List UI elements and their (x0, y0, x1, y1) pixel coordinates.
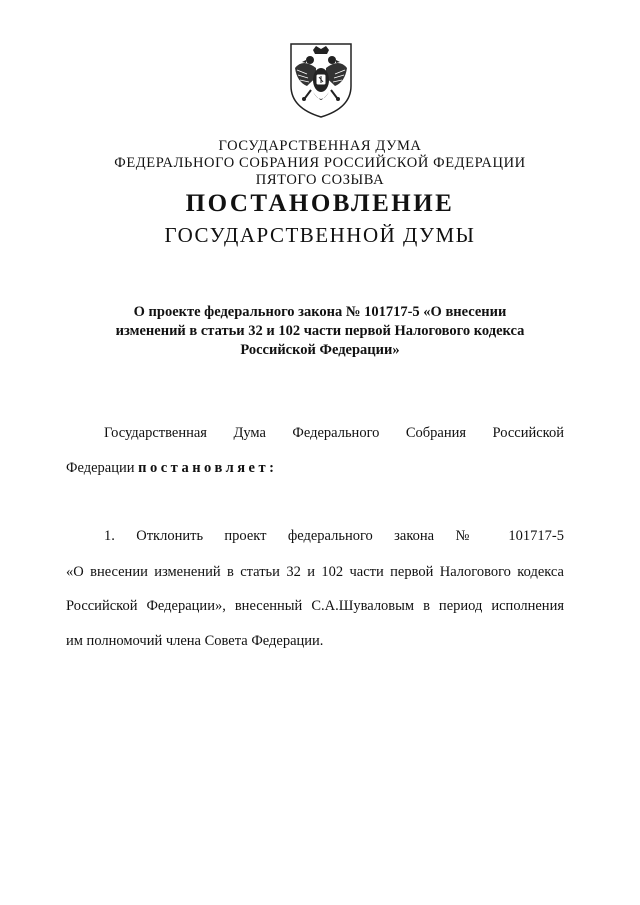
coat-of-arms-emblem (283, 40, 359, 120)
issuer-line-1: ГОСУДАРСТВЕННАЯ ДУМА (218, 138, 422, 154)
issuer-line-3: ПЯТОГО СОЗЫВА (255, 172, 385, 188)
document-subtitle: ГОСУДАРСТВЕННОЙ ДУМЫ (164, 223, 476, 247)
item1-line-2: «О внесении изменений в статьи 32 и 102 части первой Налогового кодекса (66, 564, 564, 580)
resolution-verb: постановляет: (138, 460, 278, 476)
document-title: ПОСТАНОВЛЕНИЕ (185, 190, 455, 217)
item1-line-3: Российской Федерации», внесенный С.А.Шуваловым в период исполнения (66, 598, 564, 614)
document-subject (80, 303, 560, 360)
subject-line-2: изменений в статьи 32 и 102 части первой Налогового кодекса (115, 323, 525, 339)
issuer-line-2: ФЕДЕРАЛЬНОГО СОБРАНИЯ РОССИЙСКОЙ ФЕДЕРАЦИИ (114, 155, 526, 171)
preamble-text: Федерации (66, 460, 135, 476)
item1-line-4: им полномочий члена Совета Федерации. (66, 633, 324, 649)
preamble-line-2 (66, 460, 564, 477)
subject-line-3: Российской Федерации» (240, 342, 400, 358)
subject-line-1: О проекте федерального закона № 101717-5 «О внесении (133, 304, 507, 320)
item1-line-1: 1. Отклонить проект федерального закона № 101717-5 (104, 528, 564, 544)
preamble-line-1: Государственная Дума Федерального Собрания Российской (104, 425, 564, 441)
